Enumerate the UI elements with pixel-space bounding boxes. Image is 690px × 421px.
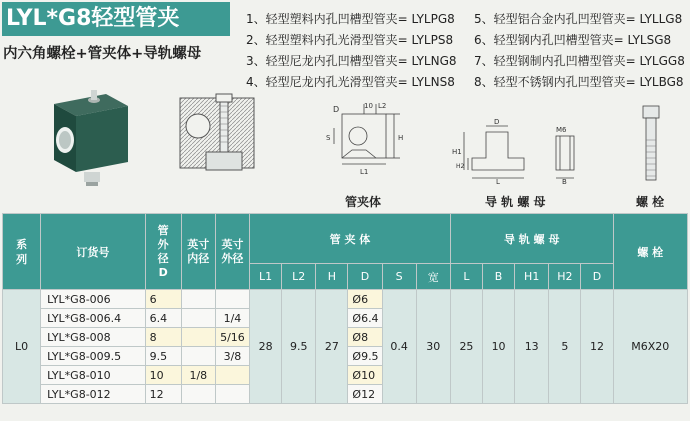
list-item: 7、轻型钢制内孔凹槽型管夹= LYLGG8	[474, 54, 685, 68]
cell-od: 10	[145, 366, 181, 385]
cell-nut-B: 10	[483, 290, 515, 404]
header-D: D	[348, 264, 382, 290]
list-item: 1、轻型塑料内孔凹槽型管夹= LYLPG8	[246, 12, 455, 26]
page-title: LYL*G8轻型管夹	[2, 2, 230, 36]
label-H: H	[398, 134, 404, 142]
header-L2: L2	[282, 264, 316, 290]
cell-L2: 9.5	[282, 290, 316, 404]
header-order-no: 订货号	[41, 214, 145, 290]
header-series: 系列	[3, 214, 41, 290]
cell-code: LYL*G8-010	[41, 366, 145, 385]
cell-inch-out: 5/16	[215, 328, 249, 347]
clamp-photo	[36, 86, 136, 190]
cell-nut-H1: 13	[515, 290, 549, 404]
cell-series: L0	[3, 290, 41, 404]
cell-D: Ø9.5	[348, 347, 382, 366]
clamp-dimension-drawing	[320, 100, 416, 184]
cell-width: 30	[416, 290, 450, 404]
cell-inch-in	[181, 328, 215, 347]
nut-side-drawing	[548, 122, 582, 184]
nut-caption: 导 轨 螺 母	[485, 195, 546, 209]
label-H2: H2	[456, 163, 465, 170]
cell-H: 27	[316, 290, 348, 404]
cell-od: 9.5	[145, 347, 181, 366]
label-B: B	[562, 178, 567, 184]
header-width: 宽	[416, 264, 450, 290]
cell-code: LYL*G8-006.4	[41, 309, 145, 328]
cell-bolt: M6X20	[613, 290, 687, 404]
cell-inch-in	[181, 385, 215, 404]
label-nut-L: L	[496, 178, 500, 184]
cell-D: Ø10	[348, 366, 382, 385]
list-item: 2、轻型塑料内孔光滑型管夹= LYLPS8	[246, 33, 454, 47]
header-nut-B: B	[483, 264, 515, 290]
cell-nut-H2: 5	[549, 290, 581, 404]
cell-D: Ø12	[348, 385, 382, 404]
list-item: 4、轻型尼龙内孔光滑型管夹= LYLNS8	[246, 75, 455, 89]
header-nut-L: L	[450, 264, 482, 290]
cell-inch-in	[181, 347, 215, 366]
cell-D: Ø8	[348, 328, 382, 347]
cell-inch-out	[215, 385, 249, 404]
clamp-section-drawing	[176, 92, 258, 180]
label-D: D	[333, 105, 340, 114]
cell-code: LYL*G8-012	[41, 385, 145, 404]
bolt-caption: 螺 栓	[636, 195, 665, 209]
cell-nut-L: 25	[450, 290, 482, 404]
header-inch-id: 英寸内径	[181, 214, 215, 290]
label-L1: L1	[360, 168, 369, 176]
label-nut-D: D	[494, 118, 500, 126]
header-nut-D: D	[581, 264, 613, 290]
label-10: 10	[364, 102, 373, 110]
cell-inch-out	[215, 290, 249, 309]
cell-code: LYL*G8-008	[41, 328, 145, 347]
cell-od: 6	[145, 290, 181, 309]
list-item: 8、轻型不锈钢内孔凹型管夹= LYLBG8	[474, 75, 684, 89]
header-inch-od: 英寸外径	[215, 214, 249, 290]
list-item: 3、轻型尼龙内孔凹槽型管夹= LYLNG8	[246, 54, 457, 68]
list-item: 5、轻型铝合金内孔凹型管夹= LYLLG8	[474, 12, 683, 26]
cell-od: 8	[145, 328, 181, 347]
header-S: S	[382, 264, 416, 290]
cell-nut-D: 12	[581, 290, 613, 404]
cell-od: 6.4	[145, 309, 181, 328]
cell-code: LYL*G8-006	[41, 290, 145, 309]
label-M6: M6	[556, 126, 567, 134]
header-nut-H2: H2	[549, 264, 581, 290]
cell-inch-in	[181, 309, 215, 328]
header-bolt: 螺 栓	[613, 214, 687, 290]
cell-S: 0.4	[382, 290, 416, 404]
cell-D: Ø6	[348, 290, 382, 309]
cell-inch-in	[181, 290, 215, 309]
label-H1: H1	[452, 148, 462, 156]
header-nut-group: 导 轨 螺 母	[450, 214, 613, 264]
label-L2: L2	[378, 102, 387, 110]
cell-od: 12	[145, 385, 181, 404]
label-S: S	[326, 134, 331, 142]
header-H: H	[316, 264, 348, 290]
header-pipe-od: 管外径D	[145, 214, 181, 290]
header-clamp-group: 管 夹 体	[250, 214, 451, 264]
cell-code: LYL*G8-009.5	[41, 347, 145, 366]
spec-table-wrapper	[2, 213, 690, 421]
bolt-drawing	[640, 104, 662, 186]
header-L1: L1	[250, 264, 282, 290]
header-nut-H1: H1	[515, 264, 549, 290]
page-subtitle: 内六角螺栓+管夹体+导轨螺母	[3, 46, 202, 62]
clamp-caption: 管夹体	[345, 195, 382, 209]
spec-table	[2, 213, 688, 404]
cell-inch-out: 3/8	[215, 347, 249, 366]
cell-D: Ø6.4	[348, 309, 382, 328]
nut-dimension-drawing	[448, 118, 540, 184]
cell-inch-out	[215, 366, 249, 385]
cell-L1: 28	[250, 290, 282, 404]
cell-inch-in: 1/8	[181, 366, 215, 385]
cell-inch-out: 1/4	[215, 309, 249, 328]
table-row	[3, 290, 688, 309]
list-item: 6、轻型钢内孔凹槽型管夹= LYLSG8	[474, 33, 672, 47]
